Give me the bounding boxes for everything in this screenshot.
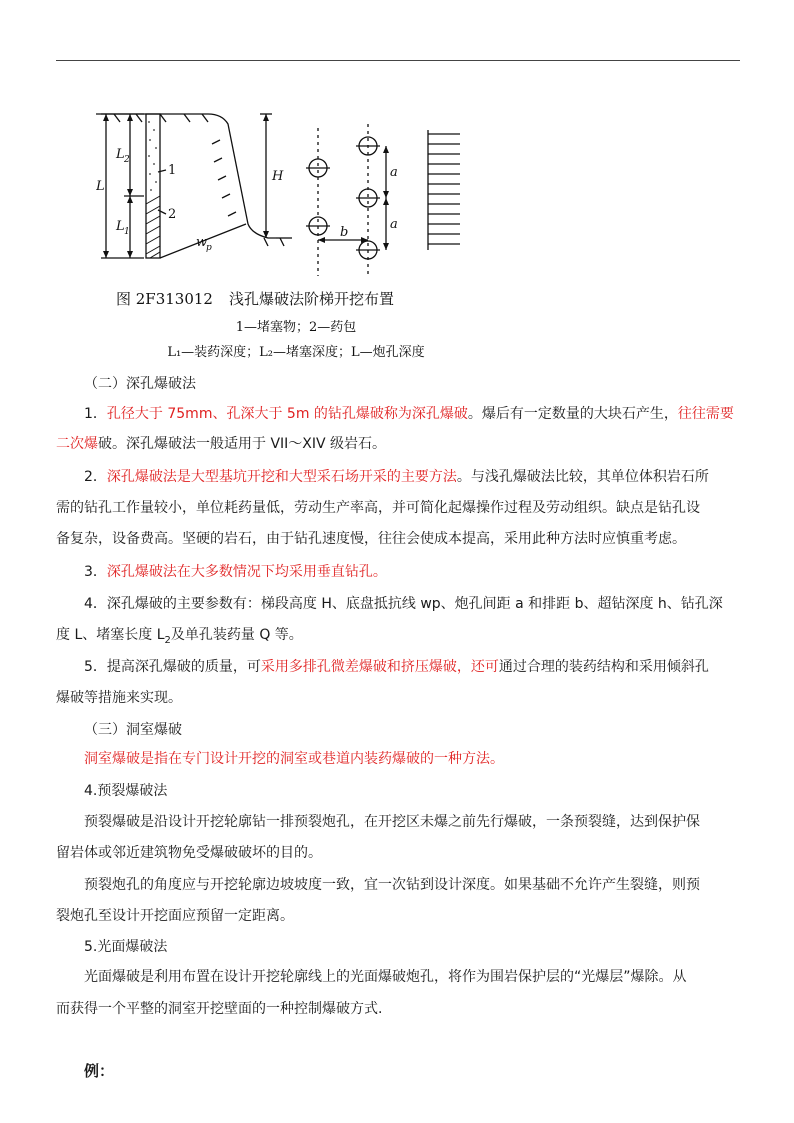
section-heading-deep-hole: （二）深孔爆破法 bbox=[84, 376, 196, 392]
highlight: 二次爆 bbox=[56, 436, 98, 452]
label-one: 1 bbox=[168, 163, 177, 178]
presplit-p2-line-2: 裂炮孔至设计开挖面应预留一定距离。 bbox=[56, 908, 294, 924]
presplit-p2-line-1: 预裂炮孔的角度应与开挖轮廓边坡坡度一致，宜一次钻到设计深度。如果基础不允许产生裂缝，则预 bbox=[84, 877, 700, 893]
highlight: 深孔爆破法是大型基坑开挖和大型采石场开采的主要方法 bbox=[106, 469, 457, 485]
paragraph-3: 3．深孔爆破法在大多数情况下均采用垂直钻孔。 bbox=[84, 564, 387, 580]
label-a-lower: a bbox=[390, 217, 398, 232]
blasting-figure bbox=[96, 100, 476, 365]
paragraph-2-line-3: 备复杂，设备费高。坚硬的岩石，由于钻孔速度慢，往往会使成本提高，采用此种方法时应慎重考虑。 bbox=[56, 531, 686, 547]
label-L1-sub: 1 bbox=[124, 227, 130, 237]
paragraph-5-line-1: 5．提高深孔爆破的质量，可采用多排孔微差爆破和挤压爆破，还可通过合理的装药结构和采用倾斜孔 bbox=[84, 659, 709, 675]
paragraph-4-line-1: 4．深孔爆破的主要参数有：梯段高度 H、底盘抵抗线 wp、炮孔间距 a 和排距 b、超钻深度 h、钻孔深 bbox=[84, 596, 723, 612]
smooth-p1-line-2: 而获得一个平整的洞室开挖壁面的一种控制爆破方式. bbox=[56, 1001, 383, 1017]
highlight: 采用多排孔微差爆破和挤压爆破，还可 bbox=[260, 659, 499, 675]
paragraph-5-line-2: 爆破等措施来实现。 bbox=[56, 690, 182, 706]
paragraph-2-line-2: 需的钻孔工作量较小，单位耗药量低，劳动生产率高，并可简化起爆操作过程及劳动组织。缺点是钻孔设 bbox=[56, 500, 700, 516]
label-a-upper: a bbox=[390, 165, 398, 180]
paragraph-2-line-1: 2．深孔爆破法是大型基坑开挖和大型采石场开采的主要方法。与浅孔爆破法比较，其单位体积岩石所 bbox=[84, 469, 709, 485]
figure-legend-2: L₁—装药深度；L₂—堵塞深度；L—炮孔深度 bbox=[167, 345, 425, 360]
label-H: H bbox=[272, 169, 284, 184]
highlight: 深孔爆破法在大多数情况下均采用垂直钻孔。 bbox=[106, 564, 387, 580]
label-L: L bbox=[96, 179, 105, 194]
figure-title: 浅孔爆破法阶梯开挖布置 bbox=[228, 290, 394, 308]
chamber-definition: 洞室爆破是指在专门设计开挖的洞室或巷道内装药爆破的一种方法。 bbox=[84, 751, 504, 767]
label-b: b bbox=[340, 225, 349, 240]
figure-legend-1: 1—堵塞物；2—药包 bbox=[235, 320, 357, 335]
header-rule bbox=[56, 60, 740, 61]
presplit-p1-line-2: 留岩体或邻近建筑物免受爆破破坏的目的。 bbox=[56, 845, 322, 861]
section-heading-presplit: 4.预裂爆破法 bbox=[84, 783, 168, 799]
figure-number: 图 2F313012 bbox=[116, 290, 213, 308]
label-L2-sub: 2 bbox=[124, 155, 130, 165]
highlight: 孔径大于 75mm、孔深大于 5m 的钻孔爆破称为深孔爆破 bbox=[106, 406, 468, 422]
label-L2: L bbox=[116, 147, 125, 162]
section-heading-smooth: 5.光面爆破法 bbox=[84, 939, 168, 955]
highlight: 往往需要 bbox=[677, 406, 734, 422]
step-excavation-diagram bbox=[96, 100, 476, 280]
label-two: 2 bbox=[168, 207, 177, 222]
paragraph-1-line-2: 二次爆破。深孔爆破法一般适用于 VII～XIV 级岩石。 bbox=[56, 436, 387, 452]
label-L1: L bbox=[116, 219, 125, 234]
section-heading-chamber: （三）洞室爆破 bbox=[84, 722, 182, 738]
example-label: 例： bbox=[84, 1062, 115, 1080]
paragraph-4-line-2: 度 L、堵塞长度 $L_2$及单孔装药量 Q 等。 bbox=[56, 627, 303, 646]
figure-caption bbox=[116, 288, 536, 309]
smooth-p1-line-1: 光面爆破是利用布置在设计开挖轮廓线上的光面爆破炮孔，将作为围岩保护层的“光爆层”爆除。从 bbox=[84, 969, 687, 985]
label-wp-sub: p bbox=[206, 243, 212, 253]
label-wp: w bbox=[196, 235, 208, 250]
paragraph-1-line-1: 1．孔径大于 75mm、孔深大于 5m 的钻孔爆破称为深孔爆破。爆后有一定数量的大块石产生，往往需要 bbox=[84, 406, 734, 422]
presplit-p1-line-1: 预裂爆破是沿设计开挖轮廓钻一排预裂炮孔，在开挖区未爆之前先行爆破，一条预裂缝，达到保护保 bbox=[84, 814, 700, 830]
